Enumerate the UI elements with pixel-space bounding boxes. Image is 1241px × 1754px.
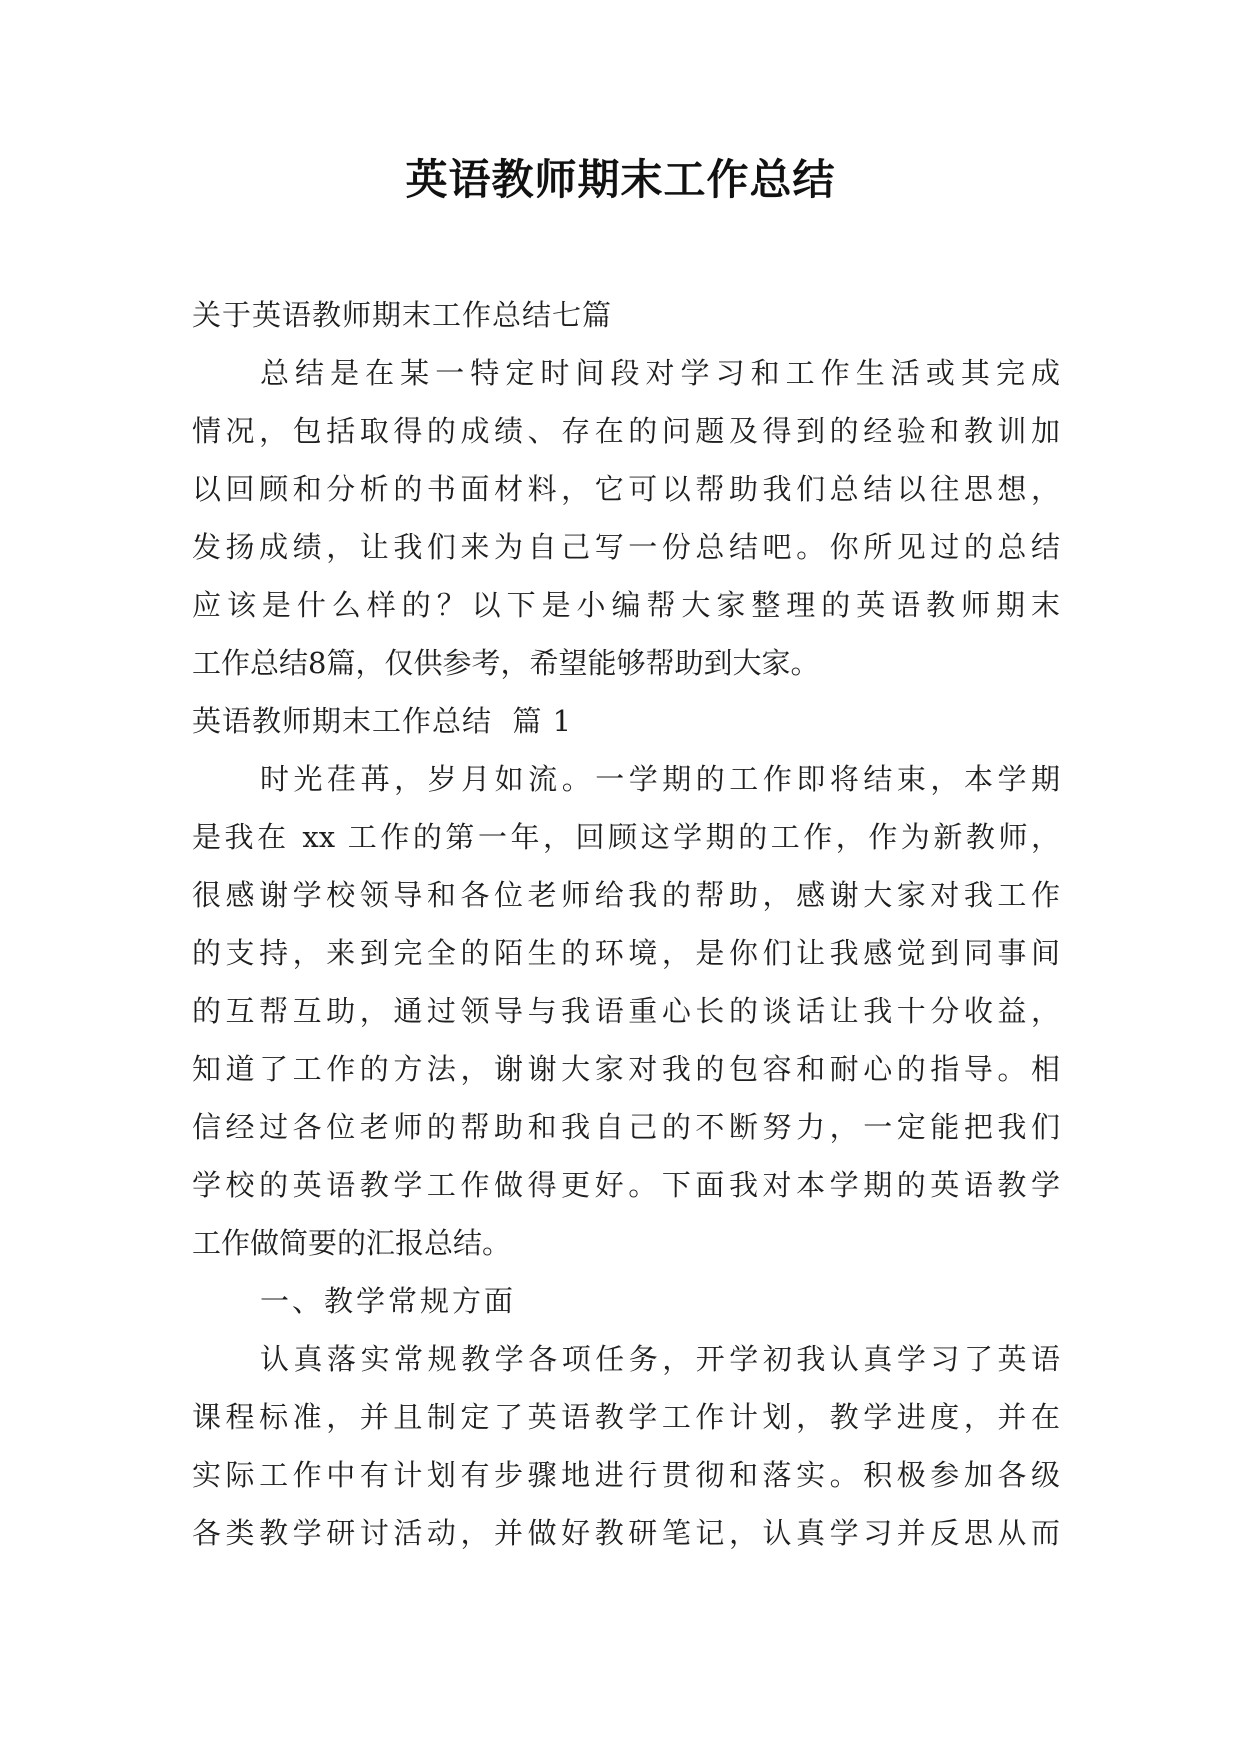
paragraph-line: 学校的英语教学工作做得更好。下面我对本学期的英语教学 [192, 1168, 1060, 1202]
paragraph-line: 信经过各位老师的帮助和我自己的不断努力，一定能把我们 [192, 1110, 1060, 1144]
intro-line: 以回顾和分析的书面材料，它可以帮助我们总结以往思想， [192, 472, 1060, 506]
document-subtitle: 关于英语教师期末工作总结七篇 [192, 298, 613, 332]
paragraph-line: 认真落实常规教学各项任务，开学初我认真学习了英语 [260, 1342, 1060, 1376]
paragraph-line: 工作做简要的汇报总结。 [192, 1226, 512, 1260]
document-body [192, 286, 1060, 1562]
paragraph-line: 实际工作中有计划有步骤地进行贯彻和落实。积极参加各级 [192, 1458, 1060, 1492]
document-title: 英语教师期末工作总结 [405, 155, 836, 204]
paragraph-line: 知道了工作的方法，谢谢大家对我的包容和耐心的指导。相 [192, 1052, 1060, 1086]
intro-line: 应该是什么样的？以下是小编帮大家整理的英语教师期末 [192, 588, 1060, 622]
section-heading: 英语教师期末工作总结 篇 1 [192, 704, 573, 738]
intro-paragraph [192, 344, 1060, 692]
paragraph-line: 的支持，来到完全的陌生的环境，是你们让我感觉到同事间 [192, 936, 1060, 970]
section1-paragraph [192, 750, 1060, 1272]
intro-line: 总结是在某一特定时间段对学习和工作生活或其完成 [260, 356, 1060, 390]
paragraph-line: 的互帮互助，通过领导与我语重心长的谈话让我十分收益， [192, 994, 1060, 1028]
paragraph-line: 时光荏苒，岁月如流。一学期的工作即将结束，本学期 [260, 762, 1060, 796]
intro-line: 情况，包括取得的成绩、存在的问题及得到的经验和教训加 [192, 414, 1060, 448]
section1-paragraph-2 [192, 1330, 1060, 1562]
intro-line: 发扬成绩，让我们来为自己写一份总结吧。你所见过的总结 [192, 530, 1060, 564]
subheading: 一、教学常规方面 [260, 1284, 517, 1318]
paragraph-line: 课程标准，并且制定了英语教学工作计划，教学进度，并在 [192, 1400, 1060, 1434]
intro-line: 工作总结8篇，仅供参考，希望能够帮助到大家。 [192, 646, 820, 680]
paragraph-line: 是我在 xx 工作的第一年，回顾这学期的工作，作为新教师， [192, 820, 1060, 854]
paragraph-line: 各类教学研讨活动，并做好教研笔记，认真学习并反思从而 [192, 1516, 1060, 1550]
paragraph-line: 很感谢学校领导和各位老师给我的帮助，感谢大家对我工作 [192, 878, 1060, 912]
